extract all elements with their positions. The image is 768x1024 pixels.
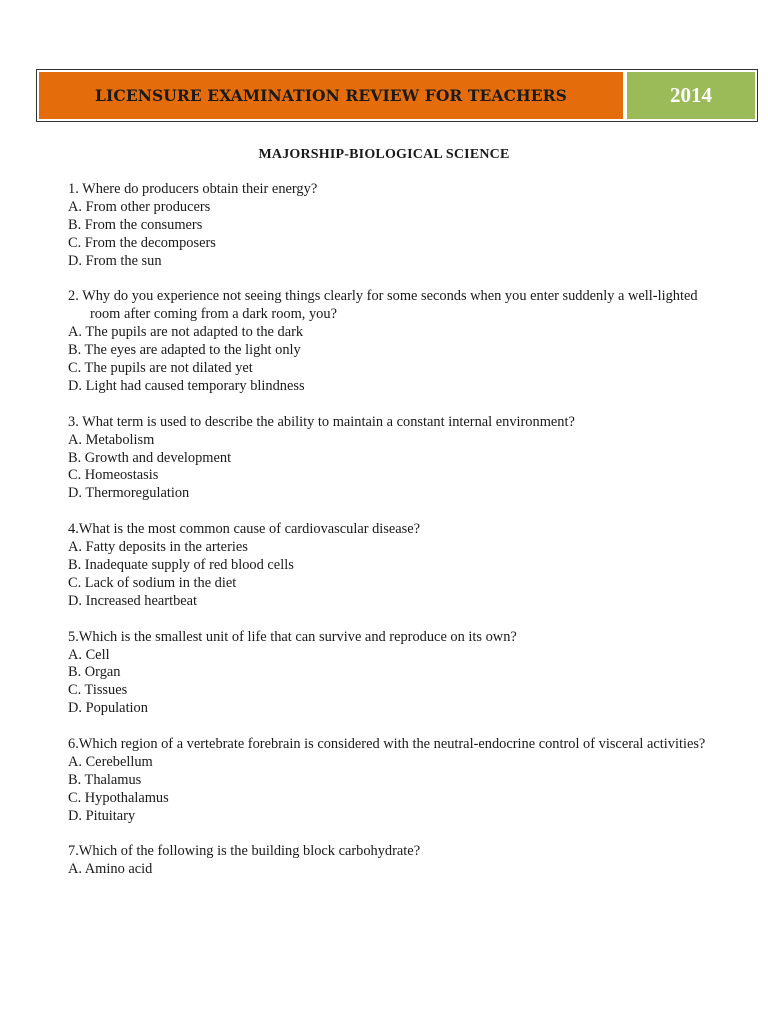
option-b: B. Organ — [68, 664, 121, 681]
question-3 — [68, 414, 708, 504]
question-text: 4.What is the most common cause of cardiovascular disease? — [68, 521, 421, 538]
option-d: D. Light had caused temporary blindness — [68, 377, 305, 394]
option-c: C. Homeostasis — [68, 467, 159, 484]
question-list — [68, 181, 708, 897]
option-c: C. The pupils are not dilated yet — [68, 360, 253, 377]
option-a: A. Cell — [68, 646, 110, 663]
header-year: 2014 — [670, 83, 712, 107]
option-c: C. From the decomposers — [68, 234, 216, 251]
option-b: B. From the consumers — [68, 216, 203, 233]
option-a: A. Cerebellum — [68, 753, 153, 770]
question-text: 1. Where do producers obtain their energy? — [68, 181, 318, 197]
option-c: C. Hypothalamus — [68, 789, 169, 806]
option-d: D. Increased heartbeat — [68, 592, 198, 609]
option-d: D. From the sun — [68, 252, 162, 269]
option-a: A. Metabolism — [68, 431, 155, 448]
question-text: 7.Which of the following is the building block carbohydrate? — [68, 843, 421, 860]
option-a: A. Amino acid — [68, 861, 153, 878]
question-2 — [68, 288, 708, 395]
question-7 — [68, 843, 708, 879]
option-b: B. Growth and development — [68, 449, 232, 466]
option-c: C. Lack of sodium in the diet — [68, 574, 237, 591]
header-title-box — [39, 72, 625, 119]
question-5 — [68, 629, 708, 719]
header-banner — [36, 69, 758, 122]
option-d: D. Population — [68, 700, 148, 717]
header-year-box — [627, 72, 755, 119]
question-1 — [68, 181, 708, 271]
question-text: 2. Why do you experience not seeing things clearly for some seconds when you enter suddenly a well-lighted room after coming from a dark room, you? — [68, 288, 698, 323]
option-d: D. Pituitary — [68, 807, 136, 824]
section-title: MAJORSHIP-BIOLOGICAL SCIENCE — [258, 147, 510, 162]
header-title: LICENSURE EXAMINATION REVIEW FOR TEACHERS — [95, 86, 567, 105]
question-text: 6.Which region of a vertebrate forebrain is considered with the neutral-endocrine control of visceral activities? — [68, 736, 706, 753]
option-a: A. Fatty deposits in the arteries — [68, 539, 248, 556]
question-6 — [68, 736, 708, 826]
option-a: A. The pupils are not adapted to the dark — [68, 324, 304, 341]
option-d: D. Thermoregulation — [68, 485, 190, 502]
option-b: B. Thalamus — [68, 771, 142, 788]
question-4 — [68, 521, 708, 611]
option-b: B. Inadequate supply of red blood cells — [68, 556, 294, 573]
option-a: A. From other producers — [68, 198, 211, 215]
question-text: 3. What term is used to describe the ability to maintain a constant internal environment? — [68, 413, 575, 430]
option-b: B. The eyes are adapted to the light only — [68, 342, 301, 359]
option-c: C. Tissues — [68, 682, 128, 699]
question-text: 5.Which is the smallest unit of life that can survive and reproduce on its own? — [68, 628, 517, 645]
